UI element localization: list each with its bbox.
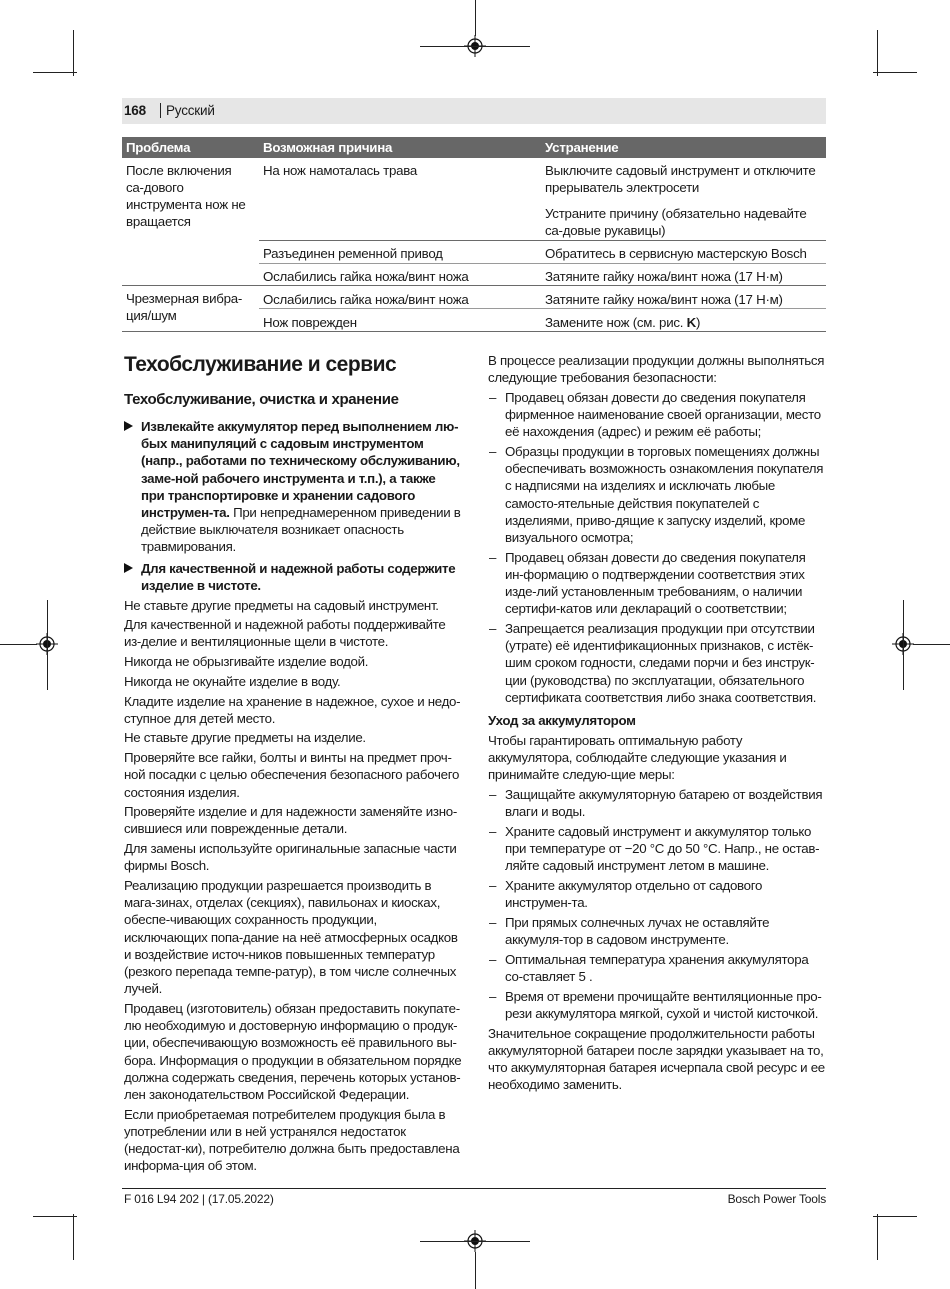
subsection-title: Техобслуживание, очистка и хранение xyxy=(124,391,399,408)
table-header-remedy: Устранение xyxy=(545,140,619,155)
list-item xyxy=(488,823,826,875)
page-language: Русский xyxy=(166,103,215,118)
table-row-divider xyxy=(259,240,826,241)
crop-mark xyxy=(873,1216,917,1217)
registration-line xyxy=(420,1241,530,1242)
crop-mark xyxy=(73,1214,74,1260)
registration-line xyxy=(913,644,950,645)
list-item-text: Образцы продукции в торговых помещениях должны обеспечивать возможность ознакомления покупателя с надписями на изделиях и исключать любые самосто-ятельные действия покупателей с изделиями, приво-дящие к запуску изделий, кроме визуального осмотра; xyxy=(505,444,824,546)
crop-mark xyxy=(33,1216,77,1217)
table-cell-cause: Ослабились гайка ножа/винт ножа xyxy=(263,269,469,284)
registration-line xyxy=(420,46,530,47)
registration-line xyxy=(47,600,48,690)
right-column xyxy=(488,352,826,1096)
list-item-text: Храните садовый инструмент и аккумулятор только при температуре от −20 °C до 50 °C. Напр., не остав-ляйте садовый инструмент летом в машине. xyxy=(505,823,820,874)
table-header-row xyxy=(122,137,826,158)
dash-bullet: – xyxy=(489,786,497,802)
crop-mark xyxy=(877,30,878,76)
list-item xyxy=(488,549,826,618)
remedy-text: Замените нож (см. рис. xyxy=(545,315,684,330)
table-cell-remedy: Затяните гайку ножа/винт ножа (17 Н·м) xyxy=(545,292,783,307)
list-item xyxy=(488,877,826,911)
table-cell-problem: Чрезмерная вибра-ция/шум xyxy=(126,291,243,323)
list-item xyxy=(488,914,826,948)
dash-bullet: – xyxy=(489,621,497,637)
list-item xyxy=(488,389,826,441)
crop-mark xyxy=(877,1214,878,1260)
table-row-divider xyxy=(259,308,826,309)
paragraph: Значительное сокращение продолжительности работы аккумуляторной батареи после зарядки указывает на то, что аккумуляторная батарея исчерпала свой ресурс и ее необходимо заменить. xyxy=(488,1025,825,1093)
crop-mark xyxy=(873,72,917,73)
paragraph: Если приобретаемая потребителем продукция была в употреблении или в ней устранялся недостаток (недостат-ки), потребителю должна быть предоставлена информа-ция об этом. xyxy=(124,1106,460,1174)
table-row-divider xyxy=(122,285,826,286)
page-number: 168 xyxy=(124,103,146,118)
table-cell-cause: Ослабились гайка ножа/винт ножа xyxy=(263,292,469,307)
document-code: F 016 L94 202 | (17.05.2022) xyxy=(124,1192,274,1206)
paragraph: Продавец (изготовитель) обязан предоставить покупате-лю необходимую и достоверную информацию о продук-ции, обеспечивающую возможность её правильного вы-бора. Информация о продукции в обязательном порядке должна содержать сведения, перечень которых установ-лен законодательством Российской Федерации. xyxy=(124,1001,462,1103)
section-title: Техобслуживание и сервис xyxy=(124,353,397,376)
list-item-text: Запрещается реализация продукции при отсутствии (утрате) её идентификационных признаков, с истёк-шим сроком годности, следами порчи и без инструк-ции (руководства) по эксплуатации, обязательного сертификата соответствия либо знака соответствия. xyxy=(505,621,817,705)
paragraph: Чтобы гарантировать оптимальную работу аккумулятора, соблюдайте следующие указания и принимайте следую-щие меры: xyxy=(488,732,787,783)
paragraph: Проверяйте изделие и для надежности заменяйте изно-сившиеся или поврежденные детали. xyxy=(124,804,457,837)
list-item-text: При прямых солнечных лучах не оставляйте аккумуля-тор в садовом инструменте. xyxy=(505,914,770,947)
paragraph: Для качественной и надежной работы поддерживайте из-делие и вентиляционные щели в чистоте. xyxy=(124,617,446,650)
dash-bullet: – xyxy=(489,951,497,967)
table-row-divider xyxy=(259,263,826,264)
footer-divider xyxy=(122,1188,826,1189)
dash-bullet: – xyxy=(489,444,497,460)
table-cell-remedy: Выключите садовый инструмент и отключите прерыватель электросети xyxy=(545,163,816,195)
registration-line xyxy=(0,644,37,645)
table-cell-remedy: Обратитесь в сервисную мастерскую Bosch xyxy=(545,246,807,261)
arrow-bullet-icon xyxy=(124,421,133,431)
paragraph: Реализацию продукции разрешается производить в мага-зинах, отделах (секциях), павильонах и киосках, обеспе-чивающих сохранность продукции, исключающих попа-дание на неё атмосферных осадков и воздействие источ-ников повышенных температур (резкого перепада темпе-ратур), в том числе солнечных лучей. xyxy=(124,878,458,997)
arrow-bullet-icon xyxy=(124,563,133,573)
list-item xyxy=(488,988,826,1022)
page-header xyxy=(122,98,826,124)
figure-reference: K xyxy=(686,315,697,330)
registration-line xyxy=(903,600,904,690)
paragraph: Проверяйте все гайки, болты и винты на предмет проч-ной посадки с целью обеспечения безопасного рабочего состояния изделия. xyxy=(124,750,460,800)
left-column xyxy=(124,352,462,1177)
dash-bullet: – xyxy=(489,877,497,893)
list-item xyxy=(488,443,826,546)
paragraph: Никогда не окунайте изделие в воду. xyxy=(124,673,341,689)
warning-bold-text: Для качественной и надежной работы содержите изделие в чистоте. xyxy=(141,560,456,593)
table-cell-problem: После включения са-дового инструмента нож не вращается xyxy=(126,163,246,229)
table-header-cause: Возможная причина xyxy=(263,140,393,155)
list-item xyxy=(488,620,826,706)
dash-bullet: – xyxy=(489,389,497,405)
registration-line xyxy=(475,0,476,36)
list-item-text: Время от времени прочищайте вентиляционные про-рези аккумулятора мягкой, сухой и чистой кисточкой. xyxy=(505,988,822,1021)
list-item-text: Храните аккумулятор отдельно от садового инструмен-та. xyxy=(505,877,763,911)
warning-bold-text: Извлекайте аккумулятор перед выполнением лю-бых манипуляций с садовым инструментом (напр., работами по техническому обслуживанию, заме-ной рабочего инструмента и т.п.), а также при транспортировке и хранении садового инструмен-та. xyxy=(141,419,460,521)
paragraph: В процессе реализации продукции должны выполняться следующие требования безопасности: xyxy=(488,353,825,386)
list-item-text: Продавец обязан довести до сведения покупателя фирменное наименование своей организации, место её нахождения (адрес) и режим её работы; xyxy=(505,389,821,440)
crop-mark xyxy=(73,30,74,76)
paragraph: Не ставьте другие предметы на садовый инструмент. xyxy=(124,597,439,613)
battery-care-heading: Уход за аккумулятором xyxy=(488,713,636,729)
table-cell-cause: Нож поврежден xyxy=(263,315,357,330)
list-item xyxy=(488,786,826,820)
list-item-text: Защищайте аккумуляторную батарею от воздействия влаги и воды. xyxy=(505,786,823,820)
registration-line xyxy=(475,1252,476,1289)
dash-bullet: – xyxy=(489,914,497,930)
paragraph: Не ставьте другие предметы на изделие. xyxy=(124,730,366,746)
paragraph: Никогда не обрызгивайте изделие водой. xyxy=(124,654,369,670)
list-item-text: Оптимальная температура хранения аккумулятора со-ставляет 5 . xyxy=(505,951,809,984)
table-bottom-border xyxy=(122,331,826,332)
table-cell-remedy: Устраните причину (обязательно надевайте са-довые рукавицы) xyxy=(545,206,807,238)
warning-item xyxy=(124,560,462,594)
remedy-text-tail: ) xyxy=(696,315,701,330)
table-cell-cause: Разъединен ременной привод xyxy=(263,246,443,261)
dash-bullet: – xyxy=(489,988,497,1004)
brand-footer: Bosch Power Tools xyxy=(727,1192,826,1206)
troubleshooting-table xyxy=(122,137,826,332)
warning-item xyxy=(124,418,462,556)
paragraph: Для замены используйте оригинальные запасные части фирмы Bosch. xyxy=(124,841,457,874)
paragraph: Кладите изделие на хранение в надежное, сухое и недо-ступное для детей место. xyxy=(124,693,461,726)
dash-bullet: – xyxy=(489,823,497,839)
warning-text: При непреднамеренном приведении в действие выключателя возникает опасность травмирования. xyxy=(141,505,461,555)
dash-bullet: – xyxy=(489,549,497,565)
table-header-problem: Проблема xyxy=(126,140,191,155)
table-cell-cause: На нож намоталась трава xyxy=(263,163,418,178)
crop-mark xyxy=(33,72,77,73)
table-body xyxy=(122,158,826,332)
list-item-text: Продавец обязан довести до сведения покупателя ин-формацию о подтверждении соответствия этих изде-лий установленным требованиям, о наличии сертифи-катов или деклараций о соответствии; xyxy=(505,549,806,617)
header-divider xyxy=(160,103,161,118)
table-cell-remedy: Затяните гайку ножа/винт ножа (17 Н·м) xyxy=(545,269,783,284)
list-item xyxy=(488,951,826,985)
